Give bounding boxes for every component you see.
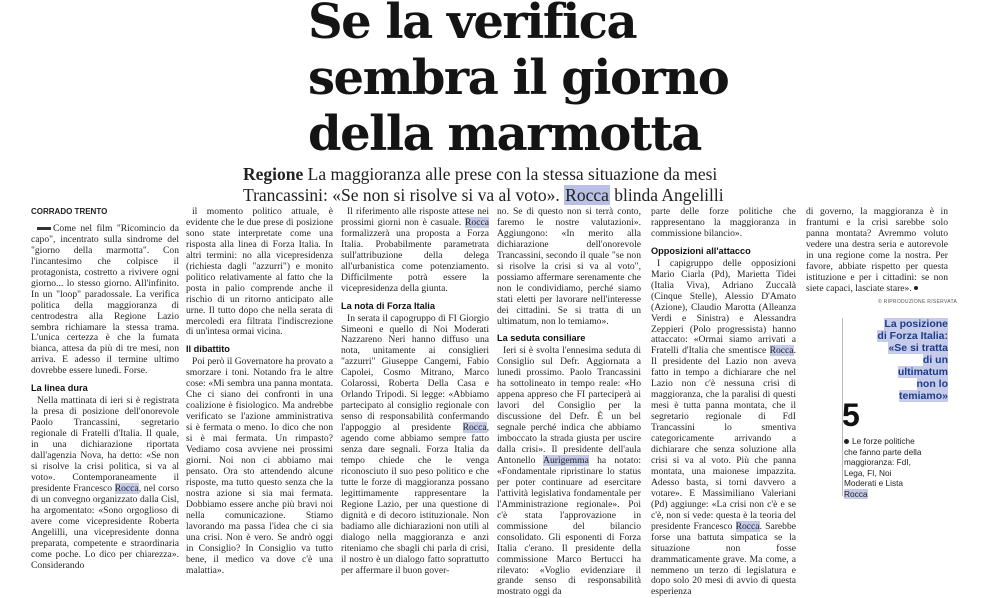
highlighted-name: Rocca [465,216,489,228]
paragraph: I capigruppo delle opposizioni Mario Ciarla (Pd), Marietta Tidei (Italia Viva), Adriano Zuccalà (Cinque Stelle), Alessio D'Amato (Azione), Claudio Marotta (Alleanza Verdi e Sinistra) e Alessandra Zeppieri (Polo progressista) hanno attaccato: «Ormai siamo arrivati a Fratelli d'Italia che smentisce Rocca. Il presidente del Lazio non aveva fatto in tempo a dichiarare che nel Lazio non c'è nessuna crisi di maggioranza, che la paralisi di questi mesi è tutta panna montata, che il segretario regionale di FdI Trancassini lo smentiva categoricamente arrivando a dichiarare che senza soluzione alla crisi si va al voto. Più che panna montata, una maionese impazzita. Adesso basta, si torni davvero a votare». E Massimiliano Valeriani (Pd) aggiunge: «La crisi non c'è e se c'è, non si vede: questa è la teoria del presidente Francesco Rocca. Sarebbe forse una battuta simpatica se la situazione non fosse drammaticamente grave. Ma come, a nemmeno un terzo di legislatura e dopo solo 20 mesi di avvio di questa esperienza [651,257,797,598]
highlighted-name: Rocca [462,422,487,434]
subhead-line-2-before: Trancassini: «Se non si risolve si va al voto». [243,185,560,205]
paragraph: parte delle forze politiche che rappresentano la maggioranza in commissione bilancio». [651,206,796,239]
paragraph: In serata il capogruppo di FI Giorgio Simeoni e quello di Noi Moderati Nazzareno Neri hanno diffuso una nota, unitamente ai consiglieri "azzurri" Giuseppe Cangemi, Fabio Capolei, Cosmo Mitrano, Marco Colarossi, Roberta Della Casa e Orlando Tripodi. Si legge: «Abbiamo partecipato al consiglio regionale con senso di responsabilità confermando l'appoggio al presidente Rocca, agendo come abbiamo sempre fatto senza dare segnali. Forza Italia da tempo chiede che le venga riconosciuto il suo peso politico e che tutte le forze di maggioranza possano legittimamente rappresentare la Regione Lazio, per una questione di dignità e di decoro istituzionale. Non badiamo alle dichiarazioni non utili al dialogo nella maggioranza e anzi riteniamo che sbagli chi parla di crisi, il nostro è un dialogo fatto soprattutto per affermare il buon gover- [341,312,489,576]
sidebar-note-line: Lega, FI, Noi [844,467,892,478]
subheadline [243,164,963,206]
byline: CORRADO TRENTO [31,207,108,216]
copyright-notice: © RIPRODUZIONE RISERVATA [878,299,958,305]
lead-dash-icon [37,227,51,230]
paragraph: Ieri si è svolta l'ennesima seduta di Consiglio sul Defr. Aggiornata a lunedì prossimo. Paolo Trancassini ha sottolineato in tempo reale: «Ho appena appreso che FI parteciperà ai lavori del Consiglio per la discussione del Defr. È un bel segnale perché indica che abbiamo imboccato la strada giusta per uscire dalla crisi». Il presidente dell'aula Antonello Aurigemma ha notato: «Fondamentale ripristinare lo status per poter continuare ad esercitare l'attività legislativa fondamentale per l'Amministrazione regionale». Poi c'è stata l'approvazione in commissione del bilancio consolidato. Gli esponenti di Forza Italia c'erano. Il presidente della commissione Marco Bertucci ha rilevato: «Voglio evidenziare il grande senso di responsabilità mostrato oggi da [497,345,641,598]
sidebar-quote [846,318,948,402]
section-heading-seduta-consiliare: La seduta consiliare [497,333,586,344]
paragraph: Nella mattinata di ieri si è registrata la presa di posizione dell'onorevole Paolo Trancassini, segretario regionale di Fratelli d'Italia. Il quale, in una dichiarazione riportata dall'agenzia Nova, ha detto: «Se non si risolve la crisi politica, si va al voto». Contemporaneamente il presidente Francesco Rocca, nel corso di un convegno organizzato dalla Cisl, ha argomentato: «Sono orgoglioso di avere come vicepresidente Roberta Angelilli, una vicepresidente donna preparata, competente e straordinaria come poche. Lo dico per chiarezza». Considerando [31,395,179,571]
sidebar-big-number: 5 [842,397,860,433]
sidebar-quote-line: temiamo» [898,390,948,402]
headline [308,0,728,162]
subhead-highlight-name: Rocca [565,185,609,205]
article-column-4 [497,206,641,598]
subhead-line-2 [243,185,963,206]
article-column-3 [341,207,489,581]
highlighted-name: Rocca [735,520,760,532]
sidebar-note-line: maggioranza: FdI, [844,457,911,467]
sidebar-quote-line: La posizione [884,318,948,330]
sidebar-quote-line: di un [922,354,948,366]
end-of-article-icon [914,286,918,290]
paragraph: il momento politico attuale, è evidente che le due prese di posizione sono state interpretate come una risposta alla linea di Forza Italia. In altri termini: no alla vicepresidenza (richiesta dagli "azzurri") e monito politico relativamente al fatto che la posta in palio comprende anche il rischio di un ritorno anticipato alle urne. Il tutto dopo che nella serata di mercoledì era filtrata l'indiscrezione di un'intesa ormai vicina. [186,206,333,338]
highlighted-name: Rocca [844,488,868,499]
sidebar-quote-line: «Se si tratta [888,342,948,354]
highlighted-name: Rocca [114,482,139,494]
sidebar-quote-line: di Forza Italia: [877,330,948,342]
article-column-6 [806,207,948,297]
section-heading-linea-dura: La linea dura [31,383,88,394]
article-column-2 [186,207,333,581]
highlighted-name: Aurigemma [543,454,589,466]
subhead-line-1 [243,164,963,185]
sidebar-note-line: Le forze politiche [852,436,915,446]
paragraph: di governo, la maggioranza è in frantumi e la crisi sarebbe solo panna montata? Avremmo voluto vedere una destra seria e autorevole in una regione come la nostra. Per favore, abbiate rispetto per questa istituzione e per i cittadini: se non siete capaci, lasciate stare». [806,206,948,294]
headline-line-3: della marmotta [308,106,701,162]
sidebar-quote-line: ultimatum [897,366,948,378]
section-heading-opposizioni: Opposizioni all'attacco [651,245,751,256]
headline-line-1: Se la verifica [308,0,637,50]
article-column-1 [31,207,179,581]
kicker: Regione [243,164,304,184]
section-heading-dibattito: Il dibattito [186,344,230,355]
sidebar-note-line: che fanno parte della [844,446,922,457]
sidebar-quote-line: non lo [916,378,948,390]
subhead-line-2-after: blinda Angelilli [614,185,724,205]
bullet-icon [844,439,849,444]
section-heading-nota-forza-italia: La nota di Forza Italia [341,300,435,311]
subhead-line-1-text: La maggioranza alle prese con la stessa situazione da mesi [307,164,718,184]
paragraph: Poi però il Governatore ha provato a smorzare i toni. Notando fra le altre cose: «Mi sembra una panna montata. Che ci siano dei confronti in una coalizione è fisiologico. Ma andrebbe verificato se l'azione amministrativa si è fermata o meno. Io dico che non si è mai fermata. Un rimpasto? Vediamo cosa avviene nei prossimi giorni. Noi non ci abbiamo mai pensato. Ora sto attendendo alcune risposte, ma tutto questo senza che la nostra azione si sia mai fermata. Dobbiamo essere anche più bravi noi nella comunicazione. Stiamo lavorando ma passa l'idea che ci sia una crisi. Non è vero. Se andrò oggi in Consiglio? In Consiglio va tutto bene, il medico va dove c'è una malattia». [186,356,333,576]
highlighted-name: Rocca [769,345,794,357]
paragraph: no. Se di questo non si terrà conto, faremo le nostre valutazioni». Aggiungono: «In merito alla dichiarazione dell'onorevole Trancassini, secondo il quale "se non si risolve la crisi si va al voto", possiamo affermare serenamente che non le condividiamo, perché siamo stati eletti per lavorare nell'interesse dei cittadini. Se si tratta di un ultimatum, non lo temiamo». [497,206,641,327]
sidebar-note [844,436,949,499]
headline-line-2: sembra il giorno [308,50,729,106]
intro-paragraph: Come nel film "Ricomincio da capo", incentrato sulla sindrome del "giorno della marmotta". Con l'incantesimo che colpisce il protagonista, costretto a rivivere ogni giorno... lo stesso giorno. All'infinito. In un "loop" paradossale. La verifica politica della maggioranza di centrodestra alla Regione Lazio sembra richiamare la stessa trama. L'unica certezza è che la fumata bianca, attesa da più di tre mesi, non arriva. E adesso il termine ultimo dovrebbe essere lunedì. Forse. [31,222,179,377]
article-column-5 [651,206,797,598]
paragraph: Il riferimento alle risposte attese nei prossimi giorni non è casuale. Rocca formalizzerà una proposta a Forza Italia. Probabilmente parametrata sull'attribuzione della delega all'urbanistica come potenziamento. Difficilmente potrà essere la vicepresidenza della giunta. [341,206,489,294]
sidebar-note-line: Moderati e Lista [844,478,904,488]
